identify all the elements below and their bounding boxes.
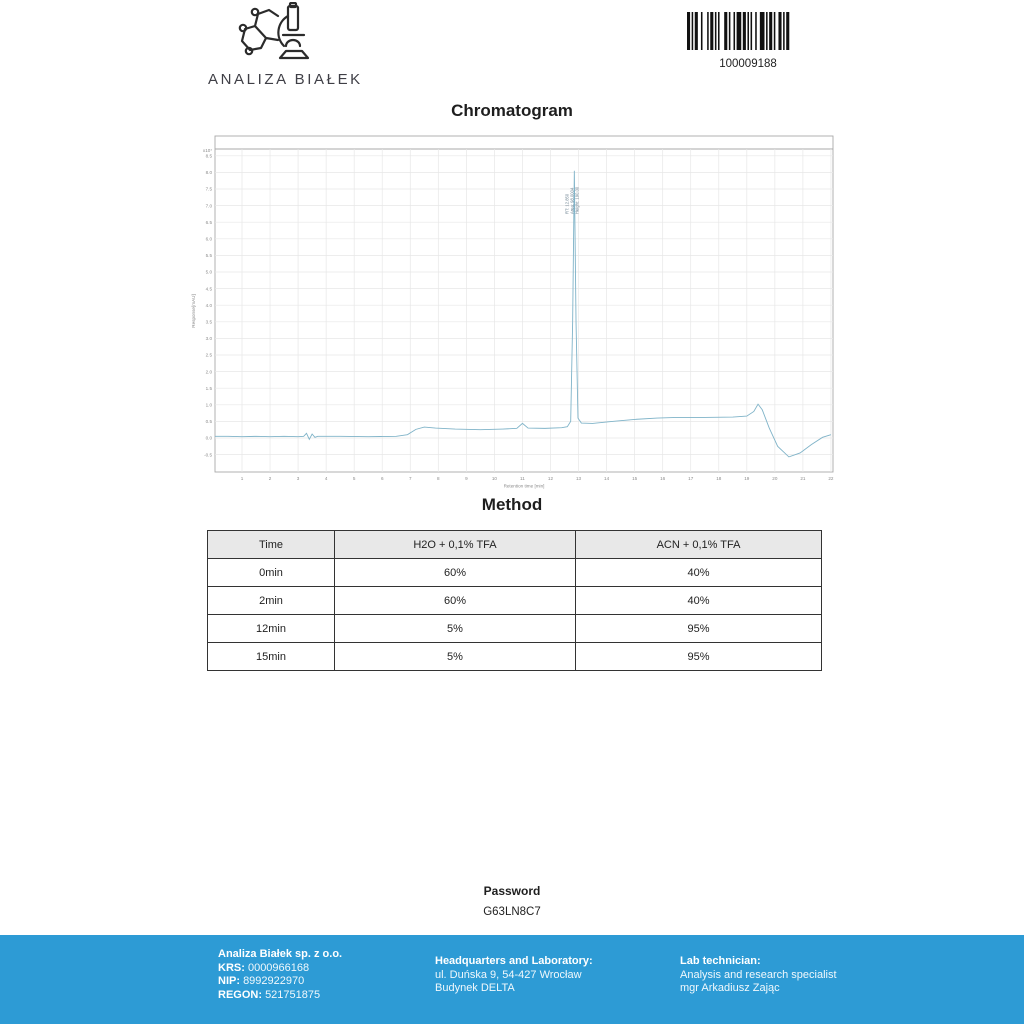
barcode-block	[668, 12, 828, 70]
svg-text:11: 11	[520, 476, 525, 481]
svg-text:12: 12	[547, 476, 554, 481]
cell-time: 0min	[208, 559, 335, 587]
method-table	[207, 530, 822, 671]
svg-text:17: 17	[688, 476, 694, 481]
password-block	[0, 884, 1024, 918]
svg-text:13: 13	[575, 476, 582, 481]
headquarters-address: ul. Duńska 9, 54-427 Wrocław	[435, 968, 582, 981]
svg-text:20: 20	[772, 476, 778, 481]
header-h2o: H2O + 0,1% TFA	[335, 531, 576, 559]
svg-text:2.5: 2.5	[205, 352, 212, 358]
svg-text:2: 2	[268, 476, 272, 481]
footer	[0, 935, 1024, 1024]
svg-text:2.0: 2.0	[205, 369, 212, 375]
molecule-microscope-icon	[228, 2, 328, 64]
cell-time: 15min	[208, 643, 335, 671]
svg-text:1: 1	[240, 476, 244, 481]
svg-text:7: 7	[408, 476, 412, 481]
cell-acn: 95%	[576, 615, 822, 643]
svg-text:Response[mAU]: Response[mAU]	[191, 294, 196, 328]
cell-acn: 95%	[576, 643, 822, 671]
technician-name: mgr Arkadiusz Zając	[680, 982, 780, 994]
company-nip: NIP: 8992922970	[218, 975, 305, 987]
svg-text:RT: 12.850: RT: 12.850	[564, 193, 570, 214]
technician-role: Analysis and research specialist	[680, 968, 837, 981]
svg-text:0.5: 0.5	[205, 419, 212, 425]
svg-text:8.5: 8.5	[205, 153, 212, 159]
barcode-number: 100009188	[719, 58, 777, 70]
svg-text:7.0: 7.0	[205, 203, 212, 209]
svg-text:6: 6	[380, 476, 384, 481]
svg-text:19: 19	[744, 476, 750, 481]
svg-text:6.5: 6.5	[205, 219, 212, 225]
footer-technician	[680, 955, 837, 996]
svg-text:5.5: 5.5	[205, 253, 212, 259]
svg-text:22: 22	[828, 476, 834, 481]
svg-text:7.5: 7.5	[205, 186, 212, 192]
svg-text:10: 10	[491, 476, 497, 481]
svg-text:18: 18	[716, 476, 722, 481]
chromatogram-plot	[182, 133, 842, 491]
table-row	[208, 615, 822, 643]
svg-text:3: 3	[296, 476, 300, 481]
company-krs: KRS: 0000966168	[218, 961, 310, 974]
cell-h2o: 60%	[335, 559, 576, 587]
svg-text:4.5: 4.5	[205, 286, 212, 292]
method-title: Method	[481, 495, 543, 514]
svg-text:4: 4	[324, 476, 328, 481]
svg-text:8: 8	[437, 476, 440, 481]
company-name: Analiza Białek sp. z o.o.	[218, 948, 343, 960]
chromatogram-title: Chromatogram	[451, 101, 573, 120]
cell-h2o: 5%	[335, 643, 576, 671]
cell-time: 12min	[208, 615, 335, 643]
svg-text:3.5: 3.5	[205, 319, 212, 325]
svg-text:-0.5: -0.5	[204, 452, 212, 458]
svg-text:4.0: 4.0	[205, 302, 212, 308]
header-time: Time	[208, 531, 335, 559]
cell-time: 2min	[208, 587, 335, 615]
svg-text:9: 9	[465, 476, 468, 481]
password-value: G63LN8C7	[483, 906, 541, 918]
svg-text:Height: 190.00: Height: 190.00	[574, 186, 580, 214]
cell-acn: 40%	[576, 559, 822, 587]
cell-h2o: 60%	[335, 587, 576, 615]
barcode-icon	[685, 12, 811, 50]
svg-text:21: 21	[800, 476, 806, 481]
table-header-row	[208, 531, 822, 559]
svg-text:16: 16	[660, 476, 666, 481]
svg-text:3.0: 3.0	[205, 336, 212, 342]
headquarters-building: Budynek DELTA	[435, 982, 515, 994]
svg-text:5.0: 5.0	[205, 269, 212, 275]
svg-text:1.5: 1.5	[205, 385, 212, 391]
headquarters-title: Headquarters and Laboratory:	[435, 955, 593, 967]
svg-text:1.0: 1.0	[205, 402, 212, 408]
password-label: Password	[483, 884, 541, 898]
svg-text:5: 5	[352, 476, 356, 481]
header-acn: ACN + 0,1% TFA	[576, 531, 822, 559]
chromatogram-chart	[182, 133, 842, 491]
svg-text:Retention time [min]: Retention time [min]	[503, 483, 545, 489]
company-regon: REGON: 521751875	[218, 988, 321, 1001]
table-row	[208, 587, 822, 615]
logo-text: ANALIZA BIAŁEK	[208, 71, 363, 88]
svg-text:15: 15	[632, 476, 638, 481]
svg-text:x10⁷: x10⁷	[202, 148, 212, 153]
footer-company-info	[218, 948, 342, 1002]
svg-text:Area: 98.0004: Area: 98.0004	[569, 187, 575, 214]
table-row	[208, 643, 822, 671]
cell-acn: 40%	[576, 587, 822, 615]
svg-text:14: 14	[604, 476, 610, 481]
cell-h2o: 5%	[335, 615, 576, 643]
footer-headquarters	[435, 955, 593, 996]
logo-block	[208, 2, 363, 88]
table-row	[208, 559, 822, 587]
svg-text:0.0: 0.0	[205, 435, 212, 441]
svg-text:8.0: 8.0	[205, 170, 212, 176]
svg-text:6.0: 6.0	[205, 236, 212, 242]
technician-title: Lab technician:	[680, 955, 761, 967]
